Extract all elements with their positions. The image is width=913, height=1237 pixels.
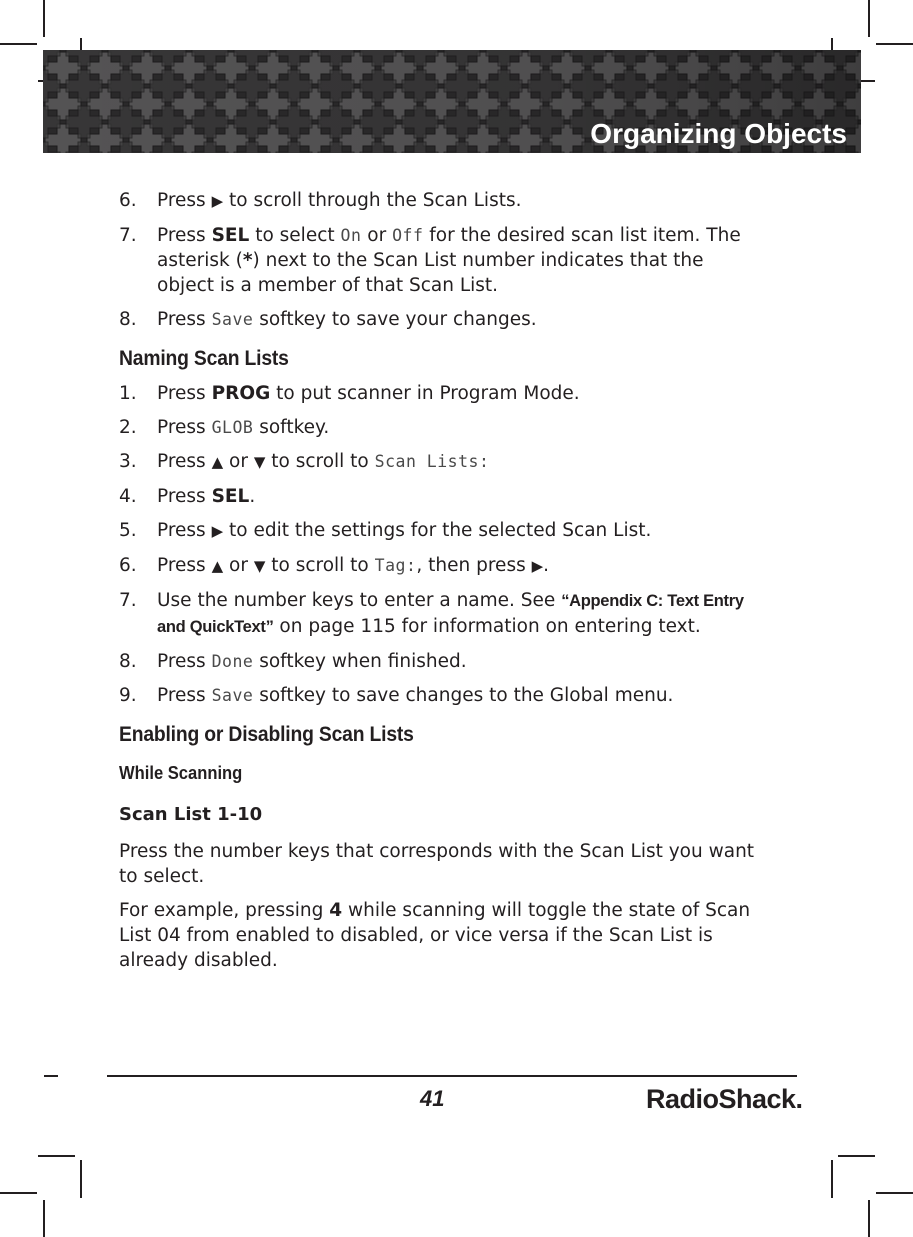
step-number: 4. bbox=[119, 486, 137, 507]
section-heading: Naming Scan Lists bbox=[119, 347, 289, 370]
crop-mark bbox=[876, 43, 913, 45]
crop-mark bbox=[38, 1155, 75, 1157]
lcd-text: Save bbox=[211, 686, 254, 705]
page-content bbox=[119, 188, 759, 982]
step-number: 8. bbox=[119, 309, 137, 330]
up-arrow-icon: ▲ bbox=[211, 557, 224, 575]
step-number: 3. bbox=[119, 451, 137, 472]
key-label: 4 bbox=[329, 900, 343, 921]
lcd-text: Off bbox=[392, 226, 424, 245]
section-title: Organizing Objects bbox=[590, 118, 847, 149]
list-item: 6. Press ▶ to scroll through the Scan Lists. bbox=[119, 190, 522, 211]
page-number: 41 bbox=[420, 1086, 445, 1111]
crop-mark bbox=[0, 1192, 37, 1194]
list-item: 1. Press PROG to put scanner in Program Mode. bbox=[119, 383, 580, 404]
step-number: 7. bbox=[119, 590, 137, 611]
list-item: 3. Press ▲ or ▼ to scroll to Scan Lists: bbox=[119, 451, 490, 472]
lcd-text: Tag: bbox=[374, 556, 417, 575]
step-number: 6. bbox=[119, 555, 137, 576]
step-number: 6. bbox=[119, 190, 137, 211]
list-item: 6. Press ▲ or ▼ to scroll to Tag:, then press ▶. bbox=[119, 555, 550, 576]
step-number: 9. bbox=[119, 685, 137, 706]
crop-mark bbox=[43, 0, 45, 37]
cross-reference-link[interactable]: “Appendix C: Text Entry and QuickText” bbox=[157, 592, 744, 636]
lcd-text: Scan Lists: bbox=[374, 452, 490, 471]
list-item: 2. Press GLOB softkey. bbox=[119, 417, 330, 438]
right-arrow-icon: ▶ bbox=[211, 192, 224, 210]
down-arrow-icon: ▼ bbox=[253, 557, 266, 575]
list-item: 7. Use the number keys to enter a name. See “Appendix C: Text Entry and QuickText” on page 115 for information on entering text. bbox=[119, 590, 744, 637]
subsection-heading: While Scanning bbox=[119, 763, 243, 783]
lcd-text: On bbox=[340, 226, 362, 245]
up-arrow-icon: ▲ bbox=[211, 453, 224, 471]
list-item: 5. Press ▶ to edit the settings for the selected Scan List. bbox=[119, 520, 652, 541]
lcd-text: GLOB bbox=[211, 418, 254, 437]
paragraph: For example, pressing 4 while scanning will toggle the state of Scan List 04 from enabled to disabled, or vice versa if the Scan List is already disabled. bbox=[119, 900, 751, 971]
step-number: 8. bbox=[119, 651, 137, 672]
key-label: SEL bbox=[211, 486, 250, 507]
crop-mark bbox=[831, 1160, 833, 1198]
step-number: 7. bbox=[119, 225, 137, 246]
list-item: 8. Press Save softkey to save your changes. bbox=[119, 309, 537, 330]
crop-mark bbox=[868, 0, 870, 37]
lcd-text: Save bbox=[211, 310, 254, 329]
asterisk: * bbox=[242, 250, 253, 271]
crop-mark bbox=[876, 1192, 913, 1194]
key-label: SEL bbox=[211, 225, 250, 246]
footer-rule bbox=[107, 1075, 797, 1077]
down-arrow-icon: ▼ bbox=[253, 453, 266, 471]
list-item: 7. Press SEL to select On or Off for the desired scan list item. The asterisk (*) next to the Scan List number indicates that the object is a member of that Scan List. bbox=[119, 225, 741, 296]
crop-mark bbox=[80, 1160, 82, 1198]
section-heading: Enabling or Disabling Scan Lists bbox=[119, 723, 414, 746]
right-arrow-icon: ▶ bbox=[211, 522, 224, 540]
item-label: Scan List 1-10 bbox=[119, 804, 263, 825]
step-number: 5. bbox=[119, 520, 137, 541]
crop-mark bbox=[838, 1155, 875, 1157]
crop-mark bbox=[0, 43, 37, 45]
list-item: 4. Press SEL. bbox=[119, 486, 256, 507]
radioshack-logo: RadioShack. bbox=[646, 1084, 803, 1114]
crop-mark bbox=[868, 1200, 870, 1237]
list-item: 9. Press Save softkey to save changes to the Global menu. bbox=[119, 685, 674, 706]
crop-mark bbox=[44, 1075, 58, 1077]
key-label: PROG bbox=[211, 383, 271, 404]
lcd-text: Done bbox=[211, 652, 254, 671]
list-item: 8. Press Done softkey when finished. bbox=[119, 651, 467, 672]
step-number: 1. bbox=[119, 383, 137, 404]
crop-mark bbox=[43, 1200, 45, 1237]
paragraph: Press the number keys that corresponds with the Scan List you want to select. bbox=[119, 841, 755, 887]
step-number: 2. bbox=[119, 417, 137, 438]
right-arrow-icon: ▶ bbox=[531, 557, 544, 575]
